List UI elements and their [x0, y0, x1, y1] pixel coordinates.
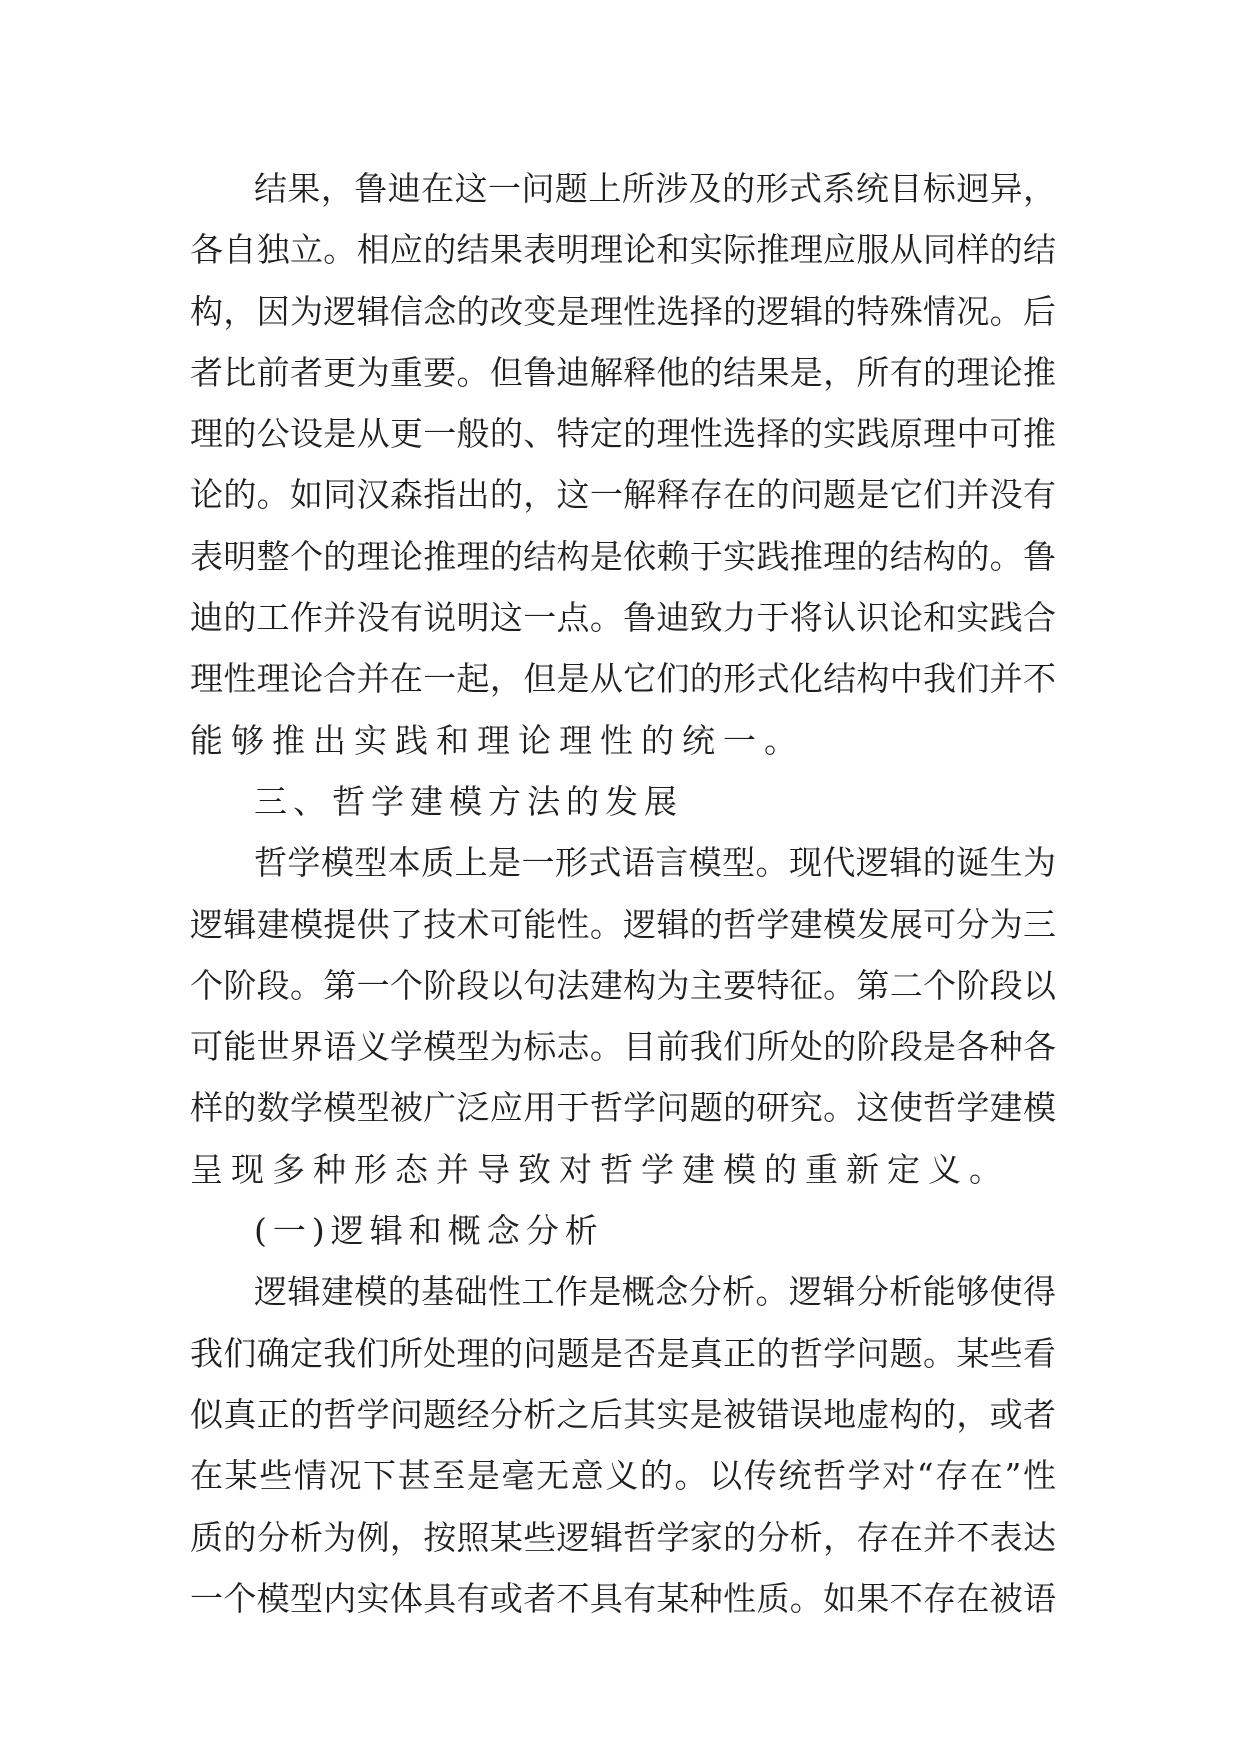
text-line: 论的。如同汉森指出的，这一解释存在的问题是它们并没有	[190, 475, 1056, 515]
text-line: 结果，鲁迪在这一问题上所涉及的形式系统目标迥异，	[254, 169, 1056, 208]
text-line: 可能世界语义学模型为标志。目前我们所处的阶段是各种各	[190, 1027, 1056, 1067]
text-line: 在某些情况下甚至是毫无意义的。以传统哲学对“存在”性	[190, 1456, 1056, 1496]
text-line: 哲学模型本质上是一形式语言模型。现代逻辑的诞生为	[254, 843, 1056, 883]
text-line: 样的数学模型被广泛应用于哲学问题的研究。这使哲学建模	[190, 1088, 1056, 1128]
text-line: 逻辑建模提供了技术可能性。逻辑的哲学建模发展可分为三	[190, 904, 1056, 944]
body-text	[190, 158, 1056, 1629]
text-line: 表明整个的理论推理的结构是依赖于实践推理的结构的。鲁	[190, 536, 1056, 576]
text-line: 构，因为逻辑信念的改变是理性选择的逻辑的特殊情况。后	[190, 291, 1056, 331]
text-line: 个阶段。第一个阶段以句法建构为主要特征。第二个阶段以	[190, 965, 1056, 1005]
text-line: 似真正的哲学问题经分析之后其实是被错误地虚构的，或者	[190, 1394, 1056, 1434]
text-line: 一个模型内实体具有或者不具有某种性质。如果不存在被语	[190, 1578, 1056, 1618]
text-line: 理的公设是从更一般的、特定的理性选择的实践原理中可推	[190, 414, 1056, 454]
text-line: 迪的工作并没有说明这一点。鲁迪致力于将认识论和实践合	[190, 598, 1056, 638]
text-line: 者比前者更为重要。但鲁迪解释他的结果是，所有的理论推	[190, 352, 1056, 392]
section-heading: 三、哲学建模方法的发展	[254, 781, 683, 821]
text-line: 质的分析为例，按照某些逻辑哲学家的分析，存在并不表达	[190, 1517, 1056, 1557]
text-line: 理性理论合并在一起，但是从它们的形式化结构中我们并不	[190, 659, 1056, 699]
subsection-heading: (一)逻辑和概念分析	[254, 1211, 604, 1251]
text-line: 各自独立。相应的结果表明理论和实际推理应服从同样的结	[190, 230, 1056, 270]
text-line: 我们确定我们所处理的问题是否是真正的哲学问题。某些看	[190, 1333, 1056, 1373]
text-line: 能够推出实践和理论理性的统一。	[190, 720, 805, 760]
text-line: 逻辑建模的基础性工作是概念分析。逻辑分析能够使得	[254, 1272, 1056, 1312]
text-line: 呈现多种形态并导致对哲学建模的重新定义。	[190, 1149, 1010, 1189]
